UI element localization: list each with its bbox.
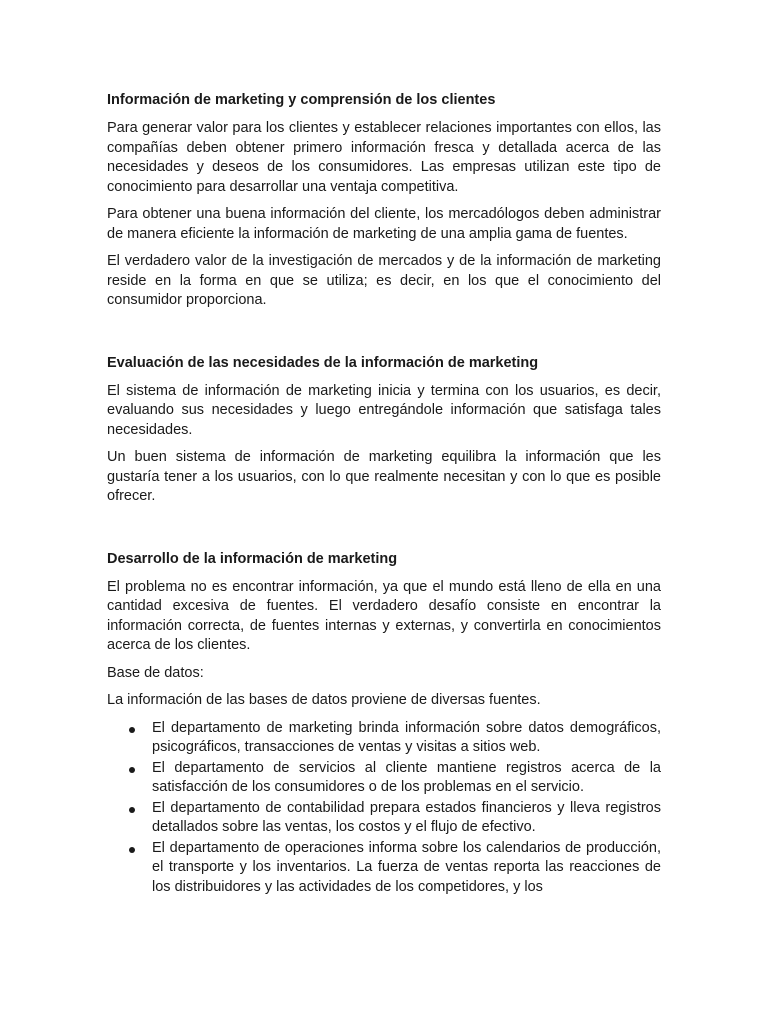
paragraph: Para generar valor para los clientes y establecer relaciones importantes con ellos, las compañías deben obtener primero información fresca y detallada acerca de las necesidades y deseos de los consumidores. Las empresas utilizan este tipo de conocimiento para desarrollar una ventaja competitiva. xyxy=(107,120,661,195)
list-item xyxy=(107,839,661,898)
list-item xyxy=(107,799,661,838)
section-spacer xyxy=(107,515,661,549)
section-heading: Información de marketing y comprensión de los clientes xyxy=(107,92,496,108)
paragraph: Un buen sistema de información de marketing equilibra la información que les gustaría tener a los usuarios, con lo que realmente necesitan y con lo que es posible ofrecer. xyxy=(107,449,661,504)
section-heading: Evaluación de las necesidades de la información de marketing xyxy=(107,354,539,371)
paragraph: Para obtener una buena información del cliente, los mercadólogos deben administrar de manera eficiente la información de marketing de una amplia gama de fuentes. xyxy=(107,206,661,242)
bullet-icon xyxy=(129,767,135,773)
document-page xyxy=(107,90,661,898)
section-heading: Desarrollo de la información de marketing xyxy=(107,550,398,567)
list-item xyxy=(107,759,661,798)
paragraph: El sistema de información de marketing inicia y termina con los usuarios, es decir, evaluando sus necesidades y luego entregándole información que satisfaga tales necesidades. xyxy=(107,382,661,438)
list-item xyxy=(107,719,661,758)
section-spacer xyxy=(107,319,661,353)
paragraph: Base de datos: xyxy=(107,664,204,681)
list-item-text: El departamento de servicios al cliente mantiene registros acerca de la satisfacción de los consumidores o de los problemas en el servicio. xyxy=(152,759,661,795)
bullet-icon xyxy=(129,847,135,853)
list-item-text: El departamento de contabilidad prepara estados financieros y lleva registros detallados sobre las ventas, los costos y el flujo de efectivo. xyxy=(152,799,661,835)
paragraph: La información de las bases de datos proviene de diversas fuentes. xyxy=(107,692,541,708)
bullet-icon xyxy=(129,727,135,733)
bullet-list xyxy=(107,719,661,898)
paragraph: El verdadero valor de la investigación de mercados y de la información de marketing reside en la forma en que se utiliza; es decir, en los que el conocimiento del consumidor proporciona. xyxy=(107,253,661,308)
list-item-text: El departamento de operaciones informa sobre los calendarios de producción, el transporte y los inventarios. La fuerza de ventas reporta las reacciones de los distribuidores y las actividades de los competidores, y los xyxy=(152,839,661,895)
list-item-text: El departamento de marketing brinda información sobre datos demográficos, psicográficos, transacciones de ventas y visitas a sitios web. xyxy=(152,719,661,755)
paragraph: El problema no es encontrar información, ya que el mundo está lleno de ella en una cantidad excesiva de fuentes. El verdadero desafío consiste en encontrar la información correcta, de fuentes internas y externas, y convertirla en conocimientos acerca de los clientes. xyxy=(107,578,661,653)
bullet-icon xyxy=(129,807,135,813)
